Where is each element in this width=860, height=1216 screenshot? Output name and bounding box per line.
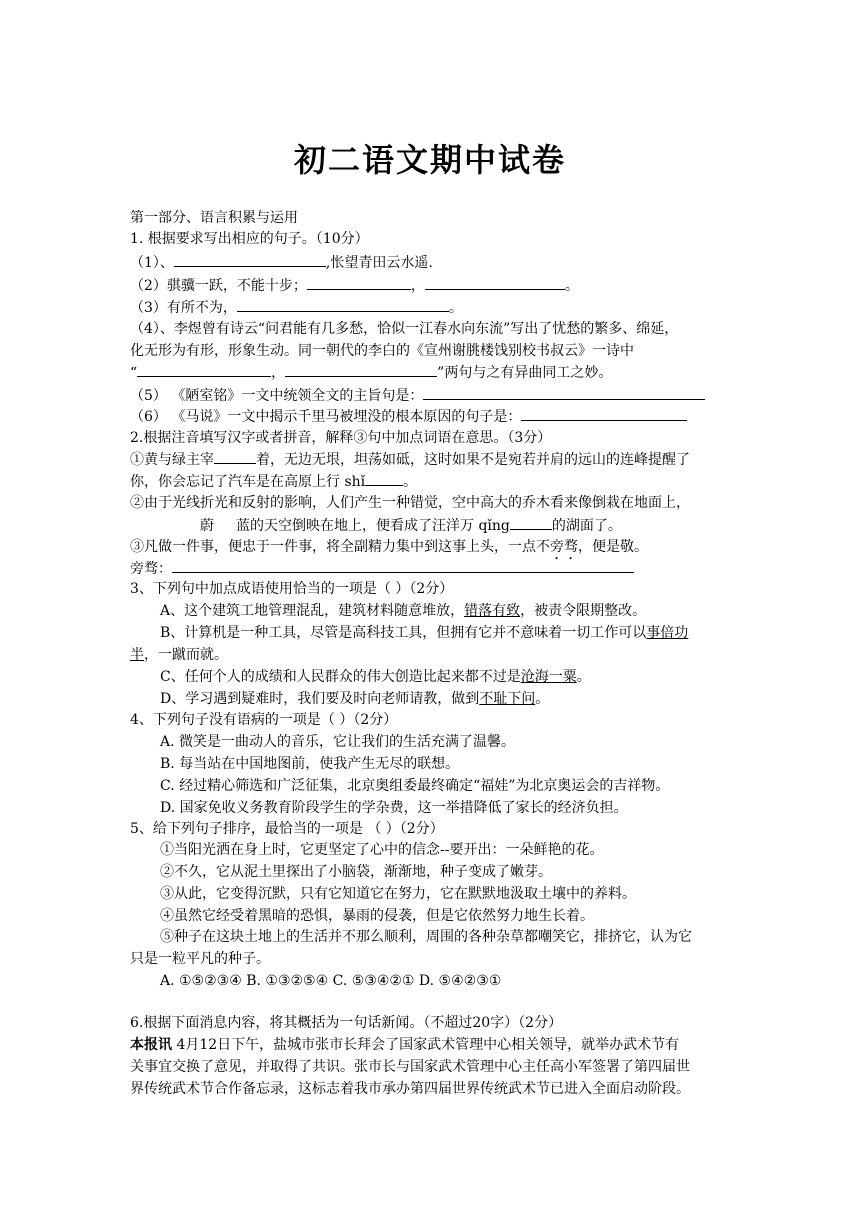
q5-sentence-4: ④虽然它经受着黑暗的恐惧，暴雨的侵袭，但是它依然努力地生长着。 — [160, 908, 594, 924]
answer-blank[interactable] — [237, 297, 449, 312]
answer-blank[interactable] — [137, 362, 271, 377]
q5-options: A. ①⑤②③④ B. ①③②⑤④ C. ⑤③④②① D. ⑤④②③① — [160, 973, 502, 989]
q1-item-3: （3）有所不为， 。 — [130, 297, 463, 318]
answer-blank[interactable] — [307, 275, 411, 290]
q5-sentence-2: ②不久，它从泥土里探出了小脑袋，渐渐地，种子变成了嫩芽。 — [160, 864, 552, 880]
q5-sentence-5-cont: 只是一粒平凡的种子。 — [130, 951, 270, 967]
q4-option-b: B. 每当站在中国地图前，使我产生无尽的联想。 — [160, 756, 460, 772]
q4-option-d: D. 国家免收义务教育阶段学生的学杂费，这一举措降低了家长的经济负担。 — [160, 800, 628, 816]
answer-blank[interactable] — [214, 449, 256, 464]
q4-heading: 4、下列句子没有语病的一项是（ ）（2分） — [130, 712, 398, 728]
section-heading: 第一部分、语言积累与运用 — [130, 210, 298, 226]
q5-sentence-3: ③从此，它变得沉默，只有它知道它在努力，它在默默地汲取土壤中的养料。 — [160, 886, 636, 902]
q3-option-b: B、计算机是一种工具，尽管是高科技工具，但拥有它并不意味着一切工作可以事倍功 — [160, 625, 689, 641]
q1-item-4-line3: “ ， ”两句与之有异曲同工之妙。 — [130, 362, 612, 383]
q2-line3: ②由于光线折光和反射的影响，人们产生一种错觉，空中高大的乔木看来像倒栽在地面上， — [130, 495, 690, 511]
q3-option-b-cont: 半，一蹴而就。 — [130, 647, 228, 663]
q2-line2: 你，你会忘记了汽车是在高原上行 shǐ 。 — [130, 471, 417, 492]
q1-heading: 1. 根据要求写出相应的句子。（10分） — [130, 231, 369, 247]
q1-item-6: （6） 《马说》一文中揭示千里马被埋没的根本原因的句子是： — [130, 406, 687, 427]
answer-blank[interactable] — [425, 275, 565, 290]
q4-option-c: C. 经过精心筛选和广泛征集，北京奥组委最终确定“福娃”为北京奥运会的吉祥物。 — [160, 778, 670, 794]
q2-line4: 蔚 蓝的天空倒映在地上，便看成了汪洋万 qǐng 的湖面了。 — [130, 515, 622, 536]
q3-option-c: C、任何个人的成绩和人民群众的伟大创造比起来都不过是沧海一粟。 — [160, 669, 591, 685]
answer-blank[interactable] — [423, 385, 705, 400]
q4-option-a: A. 微笑是一曲动人的音乐，它让我们的生活充满了温馨。 — [160, 734, 516, 750]
answer-blank[interactable] — [174, 252, 326, 267]
q5-sentence-1: ①当阳光洒在身上时，它更坚定了心中的信念--要开出：一朵鲜艳的花。 — [160, 842, 604, 858]
q6-news-line3: 界传统武术节合作备忘录，这标志着我市承办第四届世界传统武术节已进入全面启动阶段。 — [130, 1081, 690, 1097]
q1-item-5: （5） 《陋室铭》一文中统领全文的主旨句是： — [130, 385, 705, 406]
q1-item-2: （2）骐骥一跃，不能十步； ， 。 — [130, 275, 579, 296]
q3-heading: 3、下列句中加点成语使用恰当的一项是（ ）（2分） — [130, 581, 454, 597]
q5-heading: 5、给下列句子排序，最恰当的一项是 （ ）（2分） — [130, 821, 444, 837]
q6-news-line2: 关事宜交换了意见，并取得了共识。张市长与国家武术管理中心主任高小军签署了第四届世 — [130, 1059, 690, 1075]
answer-blank[interactable] — [172, 558, 634, 573]
q2-heading: 2.根据注音填写汉字或者拼音，解释③句中加点词语在意思。（3分） — [130, 430, 552, 446]
answer-blank[interactable] — [521, 406, 687, 421]
q2-line6: 旁骛： — [130, 558, 634, 579]
q1-item-4-line2: 化无形为有形，形象生动。同一朝代的李白的《宣州谢朓楼饯别校书叔云》一诗中 — [130, 343, 634, 359]
q6-news-line1: 本报讯 4月12日下午，盐城市张市长拜会了国家武术管理中心相关领导，就举办武术节有 — [130, 1037, 680, 1053]
q2-line1: ①黄与绿主宰 着，无边无垠，坦荡如砥，这时如果不是宛若并肩的远山的连峰提醒了 — [130, 449, 690, 470]
answer-blank[interactable] — [510, 515, 552, 530]
q1-item-1: （1）、 ,怅望青田云水遥. — [130, 252, 433, 273]
q1-item-4-line1: （4）、李煜曾有诗云“问君能有几多愁，恰似一江春水向东流”写出了忧愁的繁多、绵延， — [130, 321, 679, 337]
q5-sentence-5: ⑤种子在这块土地上的生活并不那么顺利，周围的各种杂草都嘲笑它，排挤它，认为它 — [160, 929, 692, 945]
answer-blank[interactable] — [365, 471, 403, 486]
page-title: 初二语文期中试卷 — [293, 141, 566, 179]
q6-heading: 6.根据下面消息内容，将其概括为一句话新闻。（不超过20字）（2分） — [130, 1015, 563, 1031]
q3-option-d: D、学习遇到疑难时，我们要及时向老师请教，做到不耻下问。 — [160, 691, 550, 707]
answer-blank[interactable] — [285, 362, 437, 377]
q3-option-a: A、这个建筑工地管理混乱，建筑材料随意堆放，错落有致，被责令限期整改。 — [160, 603, 647, 619]
q2-line5: ③凡做一件事，便忠于一件事，将全副精力集中到这事上头，一点不旁骛，便是敬。 — [130, 539, 648, 555]
